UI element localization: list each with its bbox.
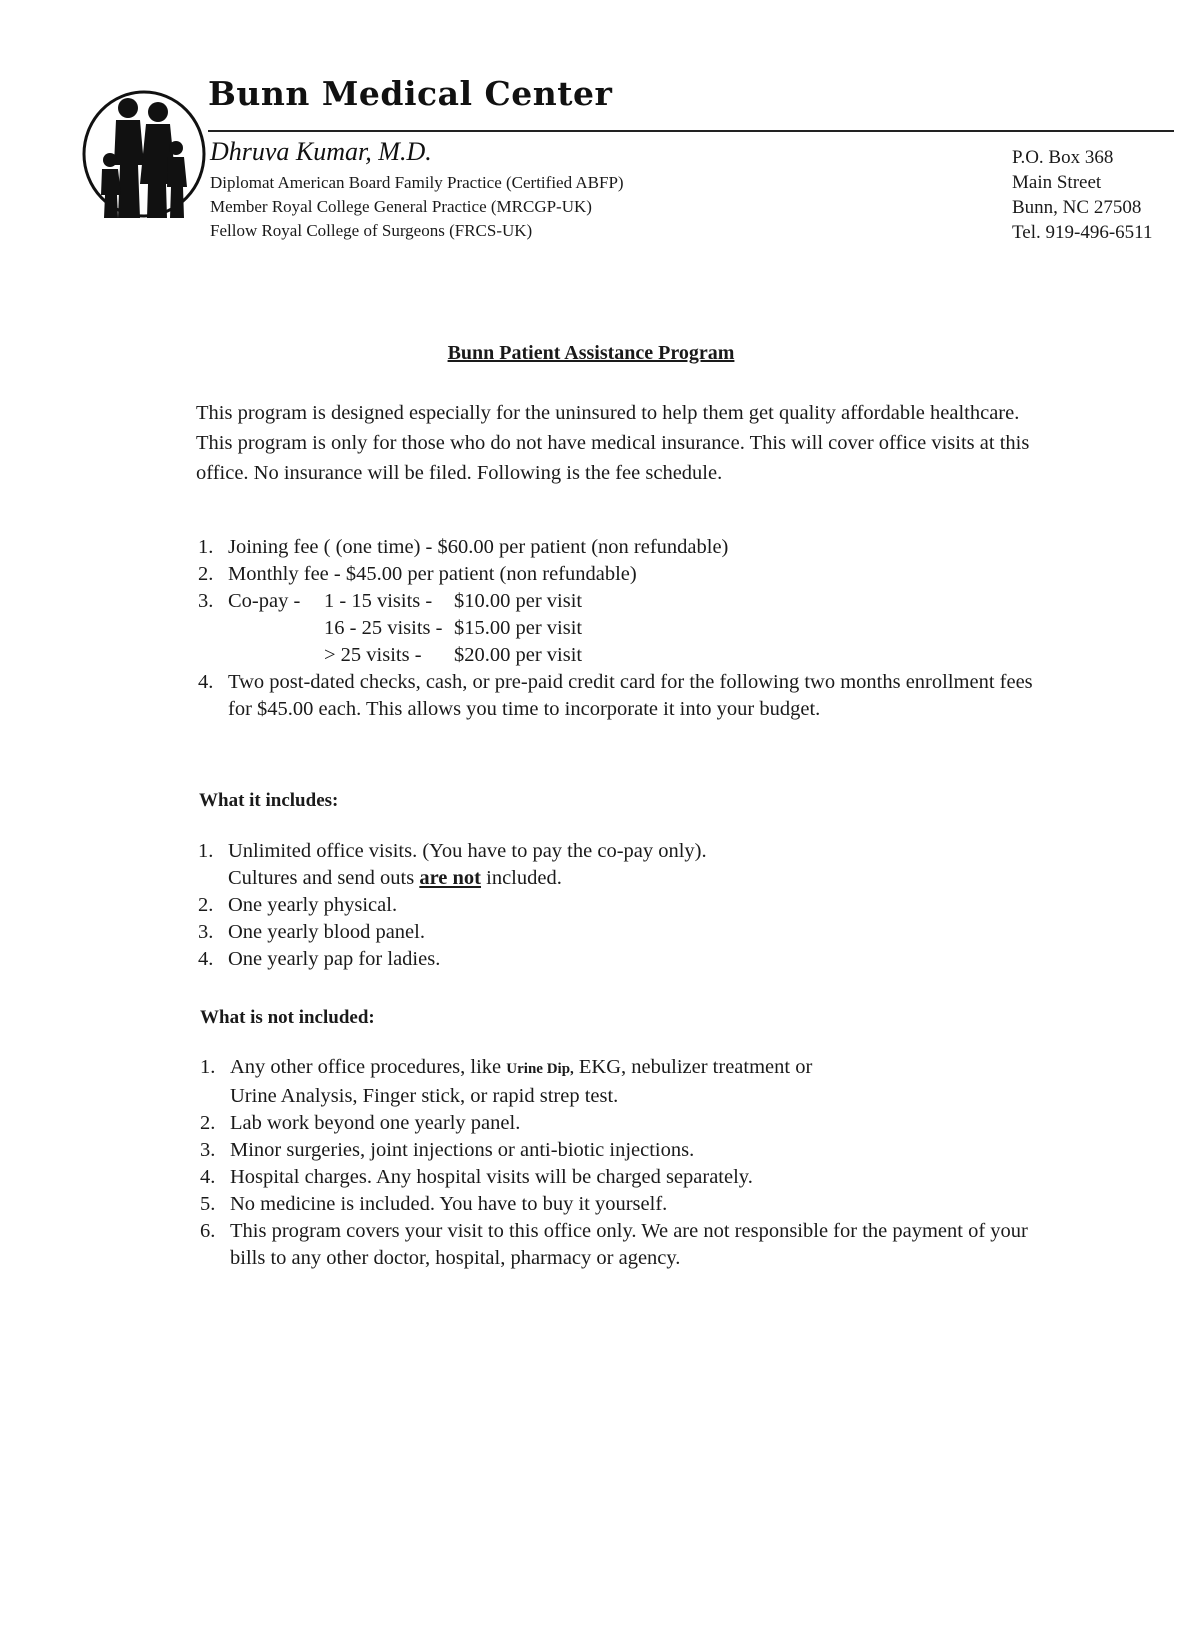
copay-range: 1 - 15 visits - [324,590,433,612]
credential-line: Diplomat American Board Family Practice (Certified ABFP) [210,173,624,192]
header-divider [208,130,1174,132]
copay-price: $20.00 per visit [454,644,583,666]
list-item: 4. Hospital charges. Any hospital visits will be charged separately. [200,1166,753,1188]
emphasis-are-not: are not [419,867,482,889]
list-item: 2. Monthly fee - $45.00 per patient (non refundable) [198,563,637,585]
intro-paragraph: This program is designed especially for the uninsured to help them get quality affordable healthcare. This program is only for those who do not have medical insurance. This will cover office visits at this office. No insurance will be filed. Following is the fee schedule. [196,402,1030,484]
copay-row [228,642,1058,669]
include-office-visits: Unlimited office visits. (You have to pay the co-pay only). [228,840,707,862]
copay-price: $10.00 per visit [454,590,583,612]
address-street: Main Street [1012,172,1102,193]
list-item: 6. This program covers your visit to this office only. We are not responsible for the payment of your bills to any other doctor, hospital, pharmacy or agency. [200,1220,1028,1269]
list-item: 3. One yearly blood panel. [198,921,425,943]
center-name: Bunn Medical Center [208,74,613,113]
list-item: 2. Lab work beyond one yearly panel. [200,1112,521,1134]
credential-line: Fellow Royal College of Surgeons (FRCS-UK) [210,221,533,240]
address-block [1012,145,1152,245]
includes-heading: What it includes: [199,790,339,811]
doctor-name: Dhruva Kumar, M.D. [210,137,432,166]
list-item: 2. One yearly physical. [198,894,398,916]
list-item: 4. Two post-dated checks, cash, or pre-paid credit card for the following two months enrollment fees for $45.00 each. This allows you time to incorporate it into your budget. [198,671,1033,720]
list-item: 4. One yearly pap for ladies. [198,948,441,970]
include-cultures-note: Cultures and send outs are not included. [228,867,562,889]
not-included-list [200,1054,1060,1272]
fee-schedule-list [198,534,1058,723]
fee-joining: Joining fee ( (one time) - $60.00 per patient (non refundable) [228,536,729,558]
list-item: 3. Minor surgeries, joint injections or anti-biotic injections. [200,1139,695,1161]
copay-row [228,615,1058,642]
copay-range: 16 - 25 visits - [324,617,443,639]
list-item: 3. Co-pay - 1 - 15 visits - $10.00 per visit 16 - 25 visits - $15.00 per visit > 25 visits - $20.00 per visit [198,588,1058,669]
address-city: Bunn, NC 27508 [1012,197,1142,218]
urine-dip-text: Urine Dip, [506,1061,574,1077]
not-included-heading: What is not included: [200,1007,375,1028]
credential-line: Member Royal College General Practice (MRCGP-UK) [210,197,592,216]
fee-monthly: Monthly fee - $45.00 per patient (non refundable) [228,563,637,585]
list-item: 1. Joining fee ( (one time) - $60.00 per patient (non refundable) [198,536,729,558]
program-title: Bunn Patient Assistance Program [447,342,735,364]
list-item: 1. Any other office procedures, like Urine Dip, EKG, nebulizer treatment or Urine Analysis, Finger stick, or rapid strep test. [200,1056,813,1107]
copay-price: $15.00 per visit [454,617,583,639]
fee-postdated-checks: Two post-dated checks, cash, or pre-paid credit card for the following two months enrollment fees for $45.00 each. This allows you time to incorporate it into your budget. [228,671,1033,720]
includes-list [198,838,1058,973]
address-phone: Tel. 919-496-6511 [1012,222,1153,243]
address-po-box: P.O. Box 368 [1012,147,1114,168]
family-logo-icon [80,88,208,228]
list-item: 5. No medicine is included. You have to buy it yourself. [200,1193,668,1215]
copay-row [228,588,1058,615]
list-item: 1. Unlimited office visits. (You have to pay the co-pay only). Cultures and send outs are not included. [198,838,1058,892]
copay-label: Co-pay - [228,590,301,612]
copay-range: > 25 visits - [324,644,422,666]
